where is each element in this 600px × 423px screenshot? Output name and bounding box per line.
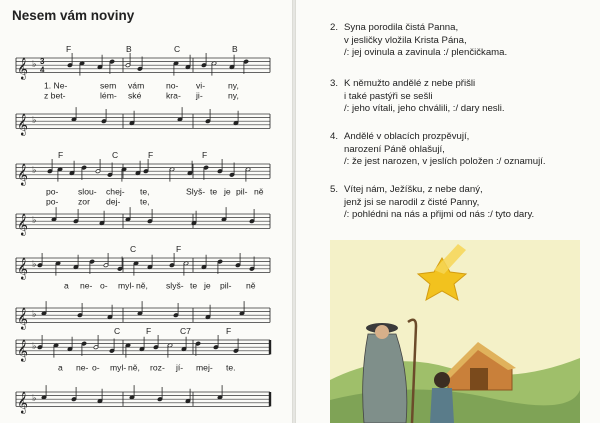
- left-page: [0, 0, 292, 423]
- verse-line: v jesličky vložila Krista Pána,: [344, 34, 467, 46]
- lyric-syllable: no-: [166, 80, 179, 91]
- lyric-syllable: myl-: [118, 280, 135, 291]
- lyric-syllable: ně: [254, 186, 264, 197]
- lyric-syllable: pil-: [220, 280, 232, 291]
- lyric-syllable: ské: [128, 90, 142, 101]
- verse-number: 5.: [330, 184, 339, 195]
- flat-icon: ♭: [32, 259, 37, 270]
- chord-symbol: C7: [180, 326, 191, 336]
- chord-symbol: F: [58, 150, 64, 160]
- chord-symbol: C: [114, 326, 121, 336]
- lyric-syllable: sem: [100, 80, 117, 91]
- lyric-syllable: je: [204, 280, 211, 291]
- lyric-syllable: 1. Ne-: [44, 80, 68, 91]
- chord-symbol: F: [148, 150, 154, 160]
- verse-line: /: jej ovinula a zavinula :/ plenčičkama.: [344, 47, 508, 59]
- chord-symbol: F: [176, 244, 182, 254]
- lyric-syllable: te: [190, 280, 198, 291]
- music-score: [0, 0, 292, 423]
- lyric-syllable: roz-: [150, 362, 165, 373]
- verse-number: 2.: [330, 22, 339, 33]
- lyric-syllable: o-: [92, 362, 100, 373]
- lyric-syllable: a: [64, 280, 69, 291]
- flat-icon: ♭: [32, 115, 37, 126]
- lyric-syllable: pil-: [236, 186, 248, 197]
- treble-clef-icon: 𝄞: [17, 213, 29, 235]
- time-signature-top: 3: [40, 57, 45, 67]
- verse-4: [330, 131, 600, 169]
- nativity-illustration: [330, 240, 580, 423]
- verse-3: [330, 78, 600, 116]
- verse-5: [330, 184, 600, 222]
- verse-number: 4.: [330, 131, 339, 142]
- verse-line: Syna porodila čistá Panna,: [344, 22, 459, 33]
- verse-line: /: jeho vítali, jeho chválili, :/ dary nesli.: [344, 103, 505, 115]
- song-title: Nesem vám noviny: [12, 8, 135, 23]
- lyric-syllable: ně,: [128, 362, 140, 373]
- lyric-syllable: vi-: [196, 80, 206, 91]
- treble-clef-icon: 𝄞: [17, 307, 29, 329]
- lyric-syllable: te.: [226, 362, 236, 373]
- flat-icon: ♭: [32, 393, 37, 404]
- lyric-syllable: a: [58, 362, 63, 373]
- lyric-syllable: ne-: [76, 362, 89, 373]
- lyric-syllable: ně: [246, 280, 256, 291]
- lyric-syllable: o-: [100, 280, 108, 291]
- verse-line: /: že jest narozen, v jeslích položen :/ oznamují.: [344, 156, 546, 168]
- lyric-syllable: te: [210, 186, 218, 197]
- lyric-syllable: te,: [140, 196, 150, 207]
- treble-clef-icon: 𝄞: [17, 257, 29, 279]
- treble-clef-icon: 𝄞: [17, 57, 29, 79]
- lyric-syllable: je: [224, 186, 231, 197]
- lyric-syllable: mej-: [196, 362, 213, 373]
- flat-icon: ♭: [32, 59, 37, 70]
- verse-line: K němužto andělé z nebe přišli: [344, 78, 476, 89]
- lyric-syllable: dej-: [106, 196, 121, 207]
- lyric-syllable: po-: [46, 186, 59, 197]
- lyric-syllable: lém-: [100, 90, 117, 101]
- lyric-syllable: zor: [78, 196, 90, 207]
- verse-2: [330, 22, 600, 60]
- chord-symbol: F: [66, 44, 72, 54]
- chord-symbol: F: [146, 326, 152, 336]
- lyric-syllable: z bet-: [44, 90, 66, 101]
- chord-symbol: C: [130, 244, 137, 254]
- flat-icon: ♭: [32, 341, 37, 352]
- chord-symbol: C: [112, 150, 119, 160]
- lyric-syllable: ji-: [196, 90, 203, 101]
- verse-number: 3.: [330, 78, 339, 89]
- treble-clef-icon: 𝄞: [17, 163, 29, 185]
- lyric-syllable: ně,: [136, 280, 148, 291]
- treble-clef-icon: 𝄞: [17, 113, 29, 135]
- flat-icon: ♭: [32, 309, 37, 320]
- verse-line: i také pastýři se sešli: [344, 90, 433, 102]
- lyric-syllable: te,: [140, 186, 150, 197]
- chord-symbol: F: [202, 150, 208, 160]
- lyric-syllable: vám: [128, 80, 145, 91]
- verse-line: Andělé v oblacích prozpěvují,: [344, 131, 470, 142]
- chord-symbol: B: [126, 44, 132, 54]
- lyric-syllable: ny,: [228, 80, 239, 91]
- lyric-syllable: Slyš-: [186, 186, 206, 197]
- lyric-syllable: slou-: [78, 186, 97, 197]
- verse-line: /: pohlédni na nás a přijmi od nás :/ tyto dary.: [344, 209, 535, 221]
- treble-clef-icon: 𝄞: [17, 339, 29, 361]
- chord-symbol: C: [174, 44, 181, 54]
- flat-icon: ♭: [32, 165, 37, 176]
- chord-symbol: B: [232, 44, 238, 54]
- lyric-syllable: ne-: [80, 280, 93, 291]
- time-signature-bottom: 4: [40, 65, 45, 75]
- lyric-syllable: ny,: [228, 90, 239, 101]
- chord-symbol: F: [226, 326, 232, 336]
- treble-clef-icon: 𝄞: [17, 391, 29, 413]
- lyric-syllable: kra-: [166, 90, 181, 101]
- lyric-syllable: slyš-: [166, 280, 184, 291]
- lyric-syllable: myl-: [110, 362, 127, 373]
- lyric-syllable: po-: [46, 196, 59, 207]
- verse-line: Vítej nám, Ježíšku, z nebe daný,: [344, 184, 483, 195]
- lyric-syllable: jí-: [176, 362, 184, 373]
- flat-icon: ♭: [32, 215, 37, 226]
- verse-line: jenž jsi se narodil z čisté Panny,: [344, 196, 480, 208]
- verse-line: narození Páně ohlašují,: [344, 143, 445, 155]
- lyric-syllable: chej-: [106, 186, 125, 197]
